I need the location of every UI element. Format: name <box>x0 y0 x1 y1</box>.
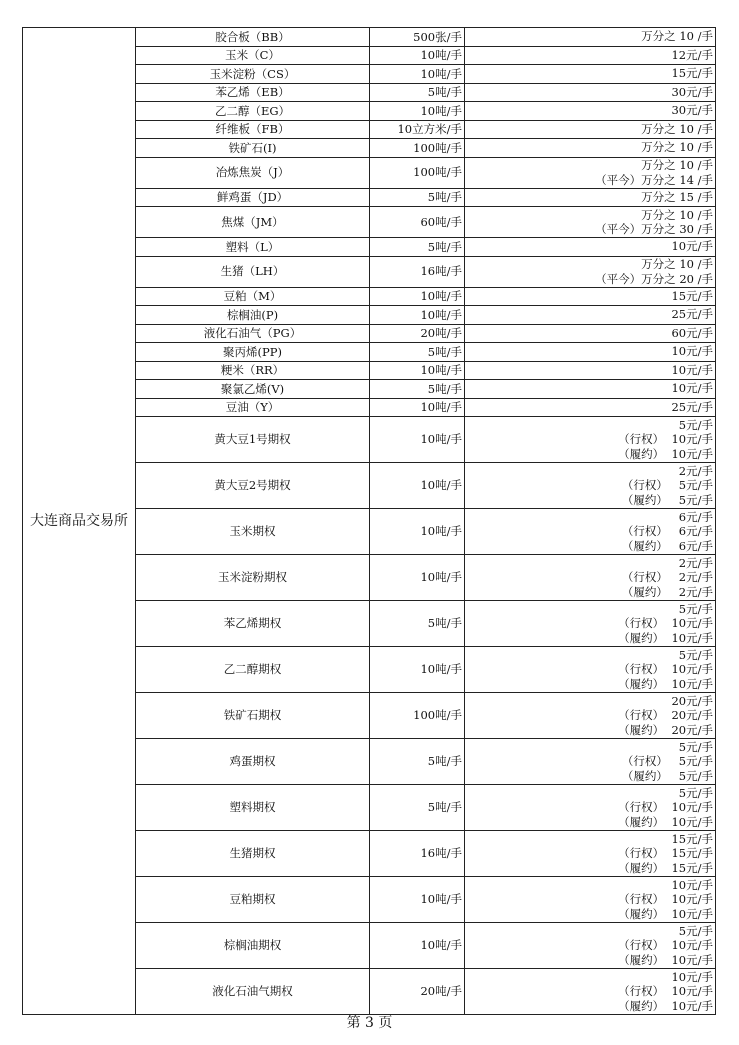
trading-unit: 100吨/手 <box>370 693 465 739</box>
trading-unit: 20吨/手 <box>370 324 465 343</box>
product-name: 粳米（RR） <box>136 361 370 380</box>
product-name: 豆粕期权 <box>136 877 370 923</box>
fee-line: 5元/手 <box>678 647 713 662</box>
trading-unit: 5吨/手 <box>370 188 465 207</box>
product-name: 塑料期权 <box>136 785 370 831</box>
fee-line: 5元/手 <box>678 923 713 938</box>
trading-unit: 10吨/手 <box>370 555 465 601</box>
trading-unit: 10吨/手 <box>370 923 465 969</box>
fee-line: 万分之 10 /手 <box>641 257 713 271</box>
product-name: 苯乙烯期权 <box>136 601 370 647</box>
fee-line: 15元/手 <box>671 831 713 846</box>
product-name: 玉米淀粉（CS） <box>136 65 370 84</box>
product-name: 玉米淀粉期权 <box>136 555 370 601</box>
fee-line: （行权） 10元/手 <box>618 892 713 907</box>
fee-line: （行权） 5元/手 <box>621 478 713 493</box>
fee-line: （履约） 10元/手 <box>618 630 713 645</box>
fee-line: 2元/手 <box>678 555 713 570</box>
product-name: 铁矿石期权 <box>136 693 370 739</box>
fee-line: 10元/手 <box>671 877 713 892</box>
exchange-name: 大连商品交易所 <box>23 28 136 1015</box>
fee-line: 5元/手 <box>678 601 713 616</box>
fee-cell <box>465 417 716 463</box>
product-name: 纤维板（FB） <box>136 120 370 139</box>
fee-line: （履约） 10元/手 <box>618 814 713 829</box>
fee-line: （平今）万分之 14 /手 <box>595 172 713 187</box>
product-name: 鲜鸡蛋（JD） <box>136 188 370 207</box>
product-name: 塑料（L） <box>136 238 370 257</box>
fee-line: （履约） 5元/手 <box>621 492 713 507</box>
fee-cell <box>465 256 716 287</box>
product-name: 黄大豆2号期权 <box>136 463 370 509</box>
fee-line: 5元/手 <box>678 739 713 754</box>
fee-line: （履约） 10元/手 <box>618 952 713 967</box>
fee-line: （平今）万分之 30 /手 <box>595 222 713 236</box>
fee-cell <box>465 324 716 343</box>
fee-line: （行权） 10元/手 <box>618 616 713 631</box>
fee-line: （履约） 10元/手 <box>618 676 713 691</box>
trading-unit: 10吨/手 <box>370 287 465 306</box>
trading-unit: 10吨/手 <box>370 65 465 84</box>
fee-cell <box>465 188 716 207</box>
fee-cell <box>465 380 716 399</box>
fee-cell <box>465 969 716 1015</box>
trading-unit: 10吨/手 <box>370 102 465 121</box>
trading-unit: 20吨/手 <box>370 969 465 1015</box>
fee-cell <box>465 28 716 47</box>
fee-cell <box>465 287 716 306</box>
product-name: 焦煤（JM） <box>136 207 370 238</box>
fee-line: （行权） 15元/手 <box>618 846 713 861</box>
fee-line: 30元/手 <box>671 84 713 99</box>
fee-cell <box>465 139 716 158</box>
fee-line: 5元/手 <box>678 785 713 800</box>
fee-line: （履约） 6元/手 <box>621 538 713 553</box>
product-name: 黄大豆1号期权 <box>136 417 370 463</box>
fee-cell <box>465 238 716 257</box>
product-name: 苯乙烯（EB） <box>136 83 370 102</box>
trading-unit: 500张/手 <box>370 28 465 47</box>
fee-line: （行权） 10元/手 <box>618 938 713 953</box>
trading-unit: 5吨/手 <box>370 238 465 257</box>
trading-unit: 100吨/手 <box>370 157 465 188</box>
fee-cell <box>465 398 716 417</box>
fee-line: 2元/手 <box>678 463 713 478</box>
fee-line: （行权） 20元/手 <box>618 708 713 723</box>
trading-unit: 10立方米/手 <box>370 120 465 139</box>
trading-unit: 10吨/手 <box>370 398 465 417</box>
trading-unit: 10吨/手 <box>370 463 465 509</box>
fee-line: （履约） 15元/手 <box>618 860 713 875</box>
fee-cell <box>465 361 716 380</box>
product-name: 聚氯乙烯(V) <box>136 380 370 399</box>
fee-line: （履约） 2元/手 <box>621 584 713 599</box>
trading-unit: 10吨/手 <box>370 417 465 463</box>
fee-line: （履约） 20元/手 <box>618 722 713 737</box>
product-name: 生猪期权 <box>136 831 370 877</box>
fee-cell <box>465 463 716 509</box>
fee-cell <box>465 647 716 693</box>
trading-unit: 5吨/手 <box>370 83 465 102</box>
fee-line: （行权） 2元/手 <box>621 570 713 585</box>
fee-cell <box>465 739 716 785</box>
trading-unit: 10吨/手 <box>370 46 465 65</box>
fee-cell <box>465 83 716 102</box>
fee-line: 万分之 10 /手 <box>641 207 713 222</box>
product-name: 胶合板（BB） <box>136 28 370 47</box>
fee-line: 25元/手 <box>671 399 713 414</box>
trading-unit: 5吨/手 <box>370 739 465 785</box>
fee-line: （履约） 10元/手 <box>618 998 713 1013</box>
product-name: 玉米（C） <box>136 46 370 65</box>
trading-unit: 60吨/手 <box>370 207 465 238</box>
fee-cell <box>465 46 716 65</box>
fee-line: 15元/手 <box>671 288 713 303</box>
table-row <box>23 28 716 47</box>
fee-line: 万分之 10 /手 <box>641 158 713 172</box>
fee-cell <box>465 207 716 238</box>
fee-table-body <box>23 28 716 1015</box>
fee-line: 10元/手 <box>671 381 713 395</box>
fee-cell <box>465 785 716 831</box>
fee-cell <box>465 693 716 739</box>
fee-line: （平今）万分之 20 /手 <box>595 271 713 286</box>
trading-unit: 5吨/手 <box>370 343 465 362</box>
fee-line: （行权） 10元/手 <box>618 432 713 447</box>
product-name: 聚丙烯(PP) <box>136 343 370 362</box>
fee-line: （行权） 6元/手 <box>621 524 713 539</box>
fee-line: 20元/手 <box>671 693 713 708</box>
product-name: 棕榈油(P) <box>136 306 370 325</box>
fee-line: （行权） 5元/手 <box>621 754 713 769</box>
fee-line: 30元/手 <box>671 103 713 117</box>
fee-line: 15元/手 <box>671 66 713 80</box>
fee-line: 万分之 10 /手 <box>641 29 713 43</box>
trading-unit: 16吨/手 <box>370 256 465 287</box>
fee-line: （履约） 10元/手 <box>618 446 713 461</box>
fee-cell <box>465 509 716 555</box>
product-name: 冶炼焦炭（J） <box>136 157 370 188</box>
fee-cell <box>465 877 716 923</box>
fee-table <box>22 27 716 1015</box>
fee-line: （行权） 10元/手 <box>618 800 713 815</box>
product-name: 玉米期权 <box>136 509 370 555</box>
trading-unit: 10吨/手 <box>370 361 465 380</box>
fee-line: （履约） 5元/手 <box>621 768 713 783</box>
trading-unit: 10吨/手 <box>370 509 465 555</box>
fee-cell <box>465 120 716 139</box>
fee-line: 10元/手 <box>671 344 713 358</box>
fee-line: 10元/手 <box>671 969 713 984</box>
product-name: 乙二醇期权 <box>136 647 370 693</box>
fee-line: 5元/手 <box>678 417 713 432</box>
page-footer: 第 3 页 <box>346 1015 393 1031</box>
fee-line: 10元/手 <box>671 362 713 377</box>
fee-cell <box>465 601 716 647</box>
fee-cell <box>465 102 716 121</box>
trading-unit: 10吨/手 <box>370 306 465 325</box>
fee-line: （行权） 10元/手 <box>618 984 713 999</box>
fee-cell <box>465 157 716 188</box>
fee-line: 万分之 10 /手 <box>641 140 713 154</box>
fee-cell <box>465 831 716 877</box>
trading-unit: 5吨/手 <box>370 785 465 831</box>
fee-cell <box>465 555 716 601</box>
trading-unit: 16吨/手 <box>370 831 465 877</box>
trading-unit: 10吨/手 <box>370 647 465 693</box>
fee-line: 60元/手 <box>671 325 713 340</box>
product-name: 豆油（Y） <box>136 398 370 417</box>
trading-unit: 10吨/手 <box>370 877 465 923</box>
fee-line: 万分之 15 /手 <box>641 189 713 204</box>
trading-unit: 5吨/手 <box>370 601 465 647</box>
fee-line: （行权） 10元/手 <box>618 662 713 677</box>
fee-line: （履约） 10元/手 <box>618 906 713 921</box>
trading-unit: 5吨/手 <box>370 380 465 399</box>
trading-unit: 100吨/手 <box>370 139 465 158</box>
fee-line: 12元/手 <box>671 47 713 62</box>
fee-line: 10元/手 <box>671 239 713 253</box>
fee-cell <box>465 923 716 969</box>
fee-cell <box>465 343 716 362</box>
fee-cell <box>465 65 716 84</box>
product-name: 乙二醇（EG） <box>136 102 370 121</box>
product-name: 生猪（LH） <box>136 256 370 287</box>
product-name: 棕榈油期权 <box>136 923 370 969</box>
product-name: 铁矿石(I) <box>136 139 370 158</box>
fee-line: 25元/手 <box>671 307 713 321</box>
product-name: 豆粕（M） <box>136 287 370 306</box>
fee-cell <box>465 306 716 325</box>
fee-line: 6元/手 <box>678 509 713 524</box>
fee-line: 万分之 10 /手 <box>641 121 713 136</box>
product-name: 液化石油气期权 <box>136 969 370 1015</box>
product-name: 液化石油气（PG） <box>136 324 370 343</box>
product-name: 鸡蛋期权 <box>136 739 370 785</box>
